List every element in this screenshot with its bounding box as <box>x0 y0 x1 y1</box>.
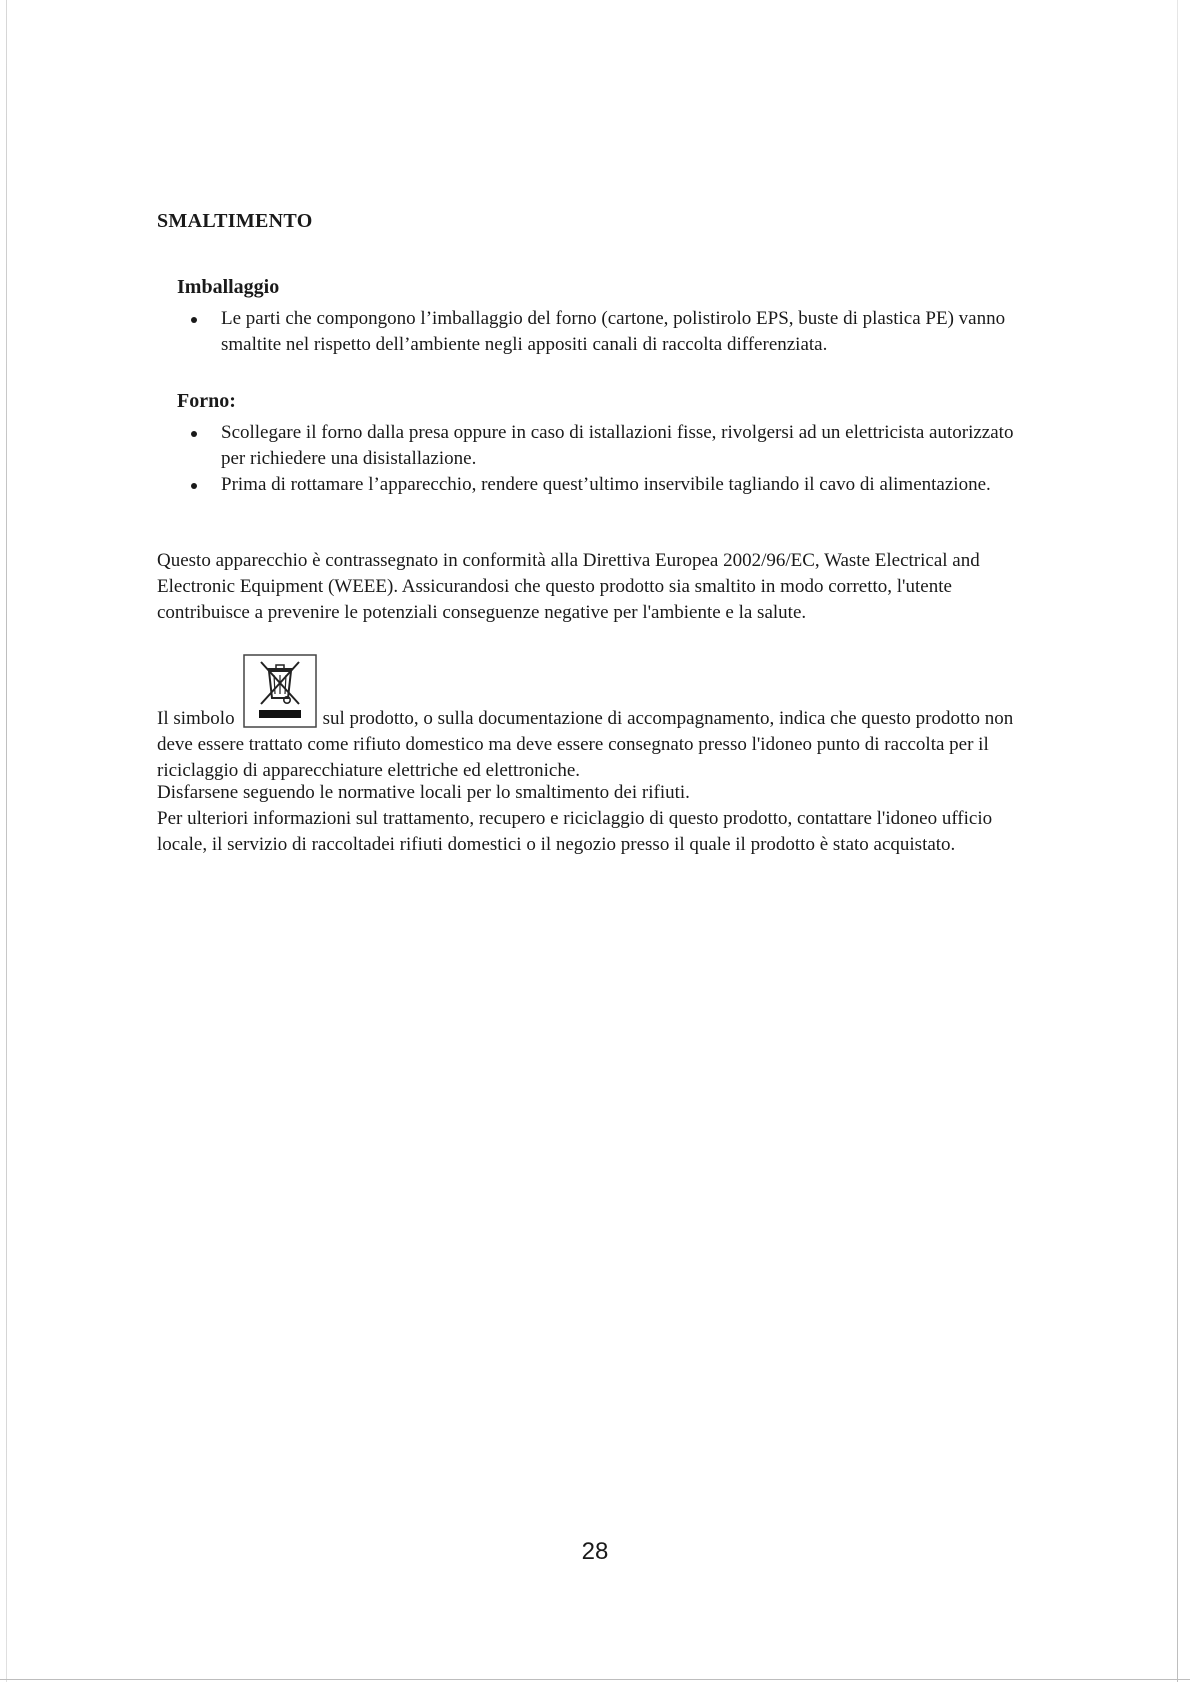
oven-list <box>177 420 1037 498</box>
bullet-icon <box>191 317 197 323</box>
symbol-paragraph <box>157 654 1037 784</box>
scan-edge-right <box>1177 0 1178 1682</box>
symbol-suffix: sul prodotto, o sulla documentazione di accompagnamento, indica che questo prodotto non deve essere trattato come rifiuto domestico ma deve essere consegnato presso l'idoneo punto di raccolta per il riciclaggio di apparecchiature elettriche ed elettroniche. <box>157 708 1014 781</box>
section-title: SMALTIMENTO <box>157 210 313 232</box>
page-number: 28 <box>581 1538 609 1565</box>
oven-item-text: Scollegare il forno dalla presa oppure in caso di istallazioni fisse, rivolgersi ad un elettricista autorizzato per richiedere una disistallazione. <box>221 422 1014 469</box>
scan-edge-bottom <box>0 1679 1190 1680</box>
disposal-line: Disfarsene seguendo le normative locali per lo smaltimento dei rifiuti. <box>157 782 690 803</box>
list-item <box>177 306 1037 358</box>
oven-heading: Forno: <box>177 390 236 412</box>
list-item <box>177 420 1037 472</box>
bullet-icon <box>191 483 197 489</box>
info-paragraph: Per ulteriori informazioni sul trattamento, recupero e riciclaggio di questo prodotto, contattare l'idoneo ufficio locale, il servizio di raccoltadei rifiuti domestici o il negozio presso il quale il prodotto è stato acquistato. <box>157 808 993 855</box>
bullet-icon <box>191 431 197 437</box>
list-item <box>177 472 1037 498</box>
packaging-list <box>177 306 1037 358</box>
weee-paragraph: Questo apparecchio è contrassegnato in conformità alla Direttiva Europea 2002/96/EC, Waste Electrical and Electronic Equipment (WEEE). Assicurandosi che questo prodotto sia smaltito in modo corretto, l'utente contribuisce a prevenire le potenziali conseguenze negative per l'ambiente e la salute. <box>157 550 980 623</box>
oven-item-text: Prima di rottamare l’apparecchio, rendere quest’ultimo inservibile tagliando il cavo di alimentazione. <box>221 474 991 495</box>
scan-edge-left <box>6 0 7 1682</box>
crossed-out-wheelie-bin-icon <box>243 654 317 728</box>
packaging-item-text: Le parti che compongono l’imballaggio del forno (cartone, polistirolo EPS, buste di plastica PE) vanno smaltite nel rispetto dell’ambiente negli appositi canali di raccolta differenziata. <box>221 308 1006 355</box>
symbol-prefix: Il simbolo <box>157 708 235 729</box>
packaging-heading: Imballaggio <box>177 276 280 298</box>
